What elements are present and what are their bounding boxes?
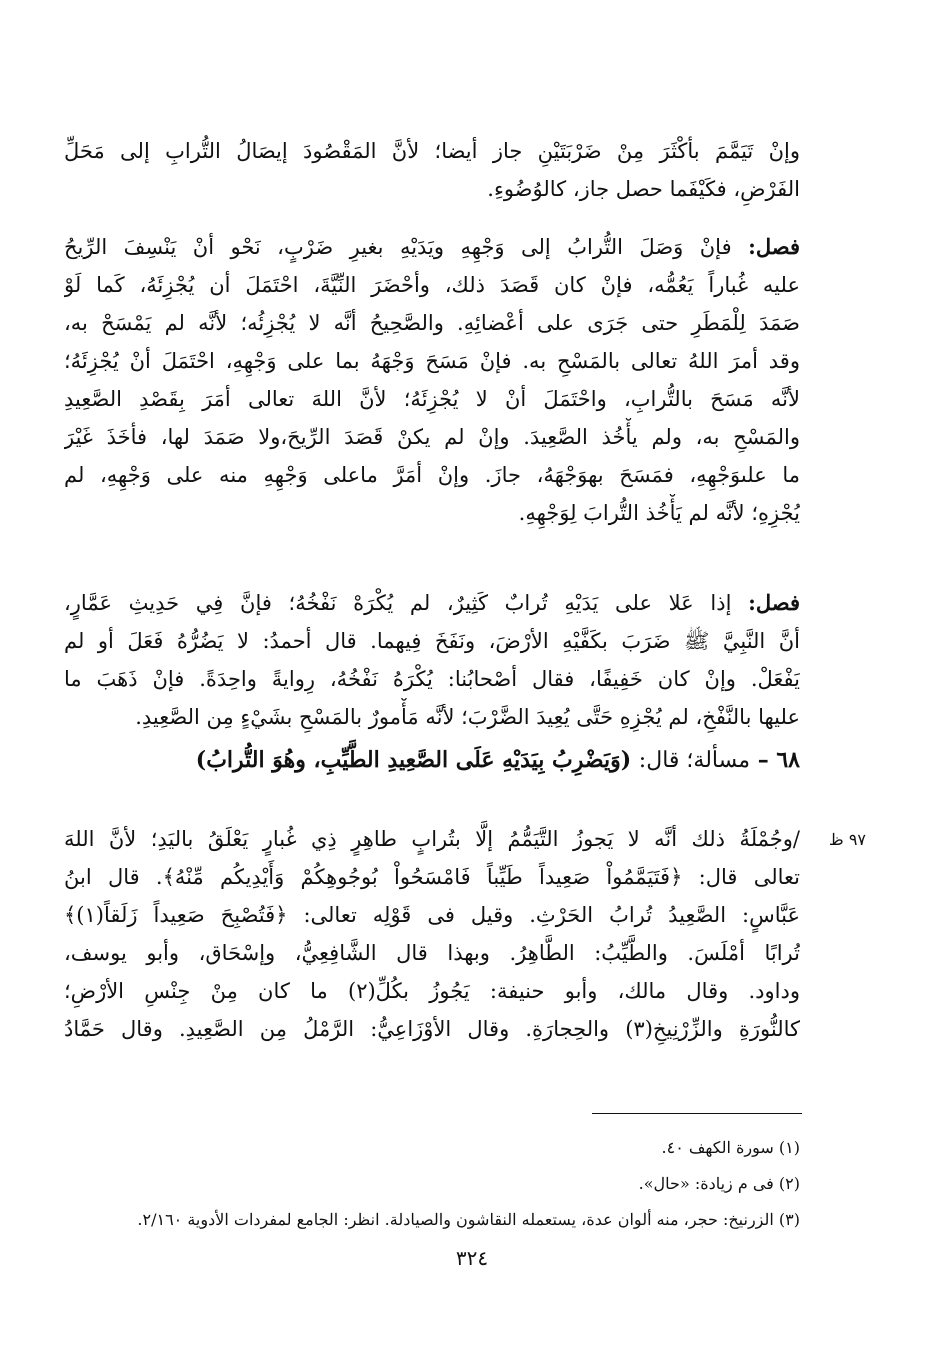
text-line: لأنَّه مَسَحَ بالتُّرابِ، واحْتَمَلَ أنْ لا يُجْزِئَهُ؛ لأنَّ اللهَ تعالى أمَرَ بِقَصْدِ الصَّعِيدِ <box>64 387 800 411</box>
section-lead: فصل: <box>748 590 800 615</box>
text-line: كالنُّورَةِ والزِّرْنِيخِ(٣) والحِجارَةِ. وقال الأوْزَاعِيُّ: الرَّمْلُ مِن الصَّعِيدِ. وقال حَمَّادُ <box>64 1017 800 1041</box>
text-line: وقد أمرَ اللهُ تعالى بالمَسْحِ به. فإنْ مَسَحَ وَجْهَهُ بما على وَجْهِهِ، احْتَمَلَ أنْ يُجْزِئَهُ؛ <box>64 349 800 373</box>
text-line: والمَسْحِ به، ولم يأْخُذ الصَّعِيدَ. وإنْ لم يكنْ قَصَدَ الرِّيحَ،ولا صَمَدَ لها، فأخَذَ غَيْرَ <box>64 425 800 449</box>
text-line: تعالى قال: ﴿فَتَيَمَّمُواْ صَعِيداً طَيِّباً فَامْسَحُواْ بُوجُوهِكُمْ وَأَيْدِيكُم مِّنْهُ﴾. قال ابنُ <box>64 865 800 889</box>
text-line: يَفْعَلْ. وإنْ كان خَفِيفًا، فقال أصْحابُنا: يُكْرَهُ نَفْخُهُ، رِوايةً واحِدَةً. فإنْ ذَهَبَ ما <box>64 667 800 691</box>
footnote-divider <box>592 1113 802 1114</box>
text-line: أنَّ النَّبِيَّ ﷺ ضَرَبَ بكَفَّيْهِ الأرْضَ، ونَفَخَ فِيهما. قال أحمدُ: لا يَضُرُّهُ فَعَلَ أو لم <box>64 629 800 653</box>
text-line: عليها بالنَّفْخِ، لم يُجْزِهِ حَتَّى يُعِيدَ الضَّرْبَ؛ لأنَّه مَأْمورٌ بالمَسْحِ بشَيْءٍ مِن الصَّعِيدِ. <box>135 705 800 729</box>
masala-number: ٦٨ – <box>757 747 800 773</box>
text-line: وداود. وقال مالك، وأبو حنيفة: يَجُوزُ بكُلِّ(٢) ما كان مِنْ جِنْسِ الأرْضِ؛ <box>64 979 800 1003</box>
paragraph-4 <box>64 820 800 1048</box>
text-line <box>64 228 800 266</box>
line-text: إذا عَلا على يَدَيْهِ تُرابٌ كَثِيرٌ، لم يُكْرَهْ نَفْخُهُ؛ فإنَّ فِي حَدِيثِ عَمَّارٍ، <box>64 591 732 615</box>
section-lead: فصل: <box>748 234 800 259</box>
masala-label: مسألة؛ قال: <box>638 748 751 773</box>
footnote-3: (٣) الزرنيخ: حجر، منه ألوان عدة، يستعمله النقاشون والصيادلة. انظر: الجامع لمفردات الأدوية ٢/١٦٠. <box>137 1210 800 1229</box>
masala-line <box>64 740 800 781</box>
text-line <box>64 584 800 622</box>
text-line: الفَرْضِ، فكَيْفَما حصل جاز، كالوُضُوءِ. <box>487 177 800 201</box>
paragraph-1 <box>64 132 800 208</box>
footnote-1: (١) سورة الكهف ٤٠. <box>661 1138 800 1157</box>
footnote-2: (٢) فى م زيادة: «حال». <box>638 1174 800 1193</box>
text-line: وإنْ تَيَمَّمَ بأكْثَرَ مِنْ ضَرْبَتَيْنِ جاز أيضا؛ لأنَّ المَقْصُودَ إيصَالُ التُّرابِ إلى مَحَلِّ <box>64 139 800 163</box>
paragraph-3 <box>64 584 800 736</box>
text-line: تُرابًا أمْلَسَ. والطَّيِّبُ: الطَّاهِرُ. وبهذا قال الشَّافِعِيُّ، وإسْحَاق، وأبو يوسف، <box>64 941 800 965</box>
paragraph-2 <box>64 228 800 532</box>
text-line: ما علىوَجْهِهِ، فمَسَحَ بهوَجْهَهُ، جازَ. وإنْ أمَرَّ ماعلى وَجْهِهِ منه على وَجْهِهِ، لم <box>64 463 800 487</box>
masala-quote: (وَيَضْرِبُ بِيَدَيْهِ عَلَى الصَّعِيدِ الطَّيِّبِ، وهُوَ التُّرابُ) <box>195 747 632 773</box>
page-number: ٣٢٤ <box>455 1246 489 1270</box>
text-line: يُجْزِهِ؛ لأنَّه لم يَأْخُذ التُّرابَ لِوَجْهِهِ. <box>518 501 800 525</box>
text-line: عَبَّاسٍ: الصَّعِيدُ تُرابُ الحَرْثِ. وقيل فى قَوْلِه تعالى: ﴿فَتُصْبِحَ صَعِيداً زَلَقاً(١)﴾ <box>64 903 800 927</box>
line-text: فإنْ وَصَلَ التُّرابُ إلى وَجْهِهِ ويَدَيْهِ بغيرِ ضَرْبٍ، نَحْو أنْ يَنْسِفَ الرِّيحُ <box>64 235 732 259</box>
text-line: عليه غُباراً يَعُمُّه، فإنْ كان قَصَدَ ذلك، وأحْضَرَ النِّيَّةَ، احْتَمَلَ أن يُجْزِئَهُ، كَما لَوْ <box>64 273 800 297</box>
text-line: صَمَدَ لِلْمَطَرِ حتى جَرَى على أعْضائِهِ. والصَّحِيحُ أنَّه لا يُجْزِئُه؛ لأنَّه لم يَمْسَحْ به، <box>64 311 800 335</box>
footnotes <box>64 1130 800 1238</box>
masala-heading <box>64 740 800 781</box>
text-line: /وجُمْلَةُ ذلك أنَّه لا يَجوزُ التَّيَمُّمُ إلَّا بتُرابٍ طاهِرٍ ذِي غُبارٍ يَعْلَقُ باليَدِ؛ لأنَّ اللهَ <box>64 827 800 851</box>
margin-folio-note: ٩٧ ظ <box>828 830 866 849</box>
